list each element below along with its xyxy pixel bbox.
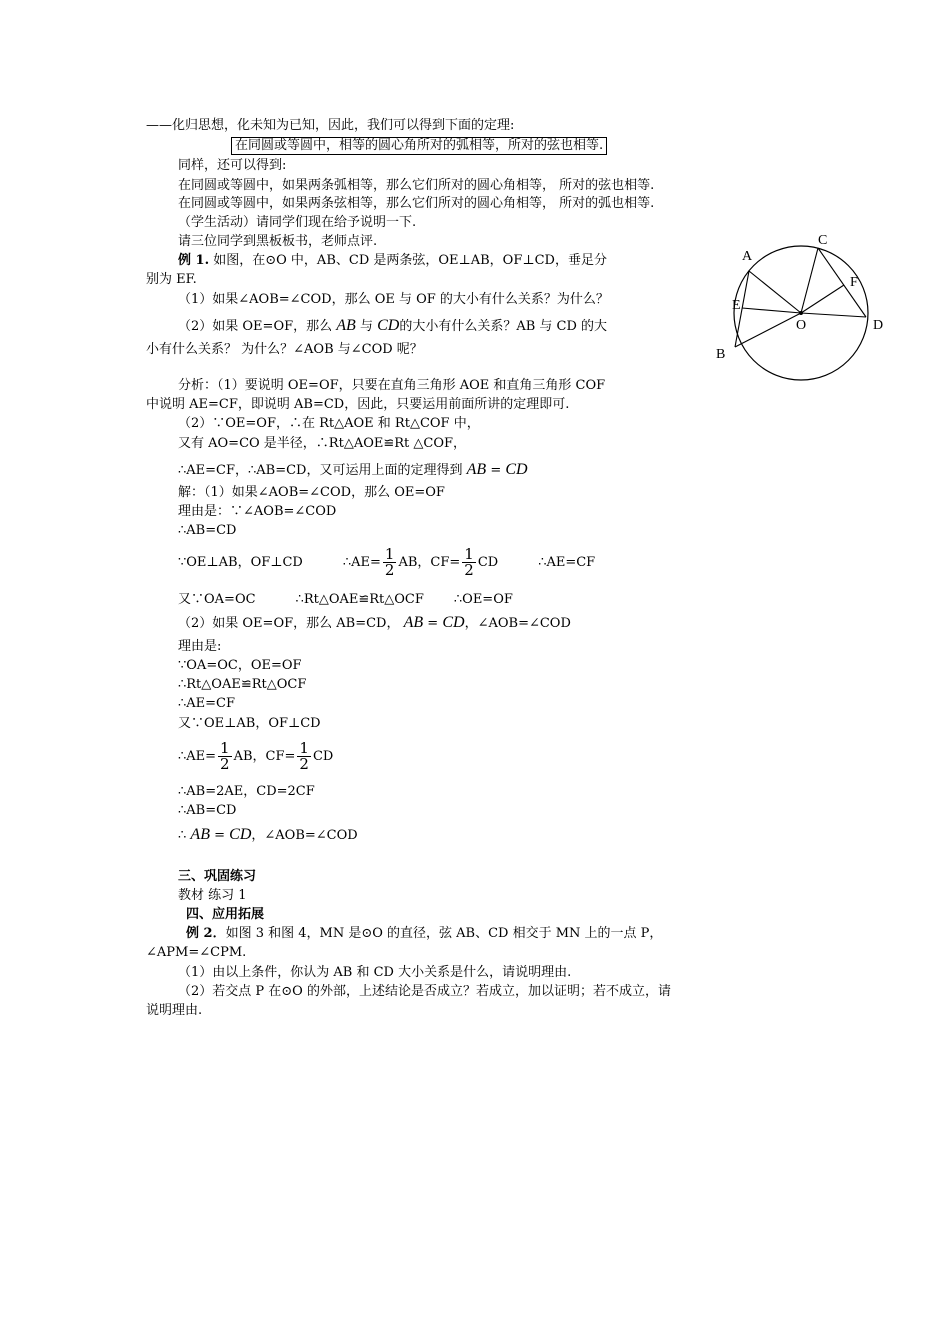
arc-cd: CD	[505, 461, 528, 478]
solution-line-14: ∴AB=CD	[178, 803, 237, 818]
label-f: F	[850, 275, 858, 290]
frac-den: 2	[220, 755, 230, 773]
solution-l15b: ，∠AOB=∠COD	[251, 828, 358, 843]
solution-line-5	[178, 592, 513, 608]
fraction-half	[462, 547, 476, 578]
q2-part-a: （2）如果 OE=OF，那么	[178, 319, 333, 334]
fraction-half	[218, 741, 232, 772]
solution-line-4	[178, 546, 595, 580]
frac-num: 1	[220, 739, 230, 757]
arc-cd: CD	[229, 826, 252, 843]
analysis-line-4: 又有 AO=CO 是半径，∴Rt△AOE≌Rt △COF，	[178, 436, 467, 451]
section3-title: 三、巩固练习	[178, 869, 257, 884]
arc-ab: AB	[466, 461, 487, 478]
frac-den: 2	[384, 561, 395, 579]
chord-cd	[818, 248, 866, 317]
solution-line-8: ∵OA=OC，OE=OF	[178, 658, 302, 673]
example2-line-4: （2）若交点 P 在⊙O 的外部，上述结论是否成立？若成立，加以证明；若不成立，请	[178, 984, 671, 999]
solution-l4a: ∵OE⊥AB，OF⊥CD	[178, 555, 303, 570]
solution-line-1: 解：（1）如果∠AOB=∠COD，那么 OE=OF	[178, 485, 445, 500]
example1-line-2: 别为 EF.	[146, 272, 197, 287]
radius-ob	[735, 313, 801, 347]
example2-line-3: （1）由以上条件，你认为 AB 和 CD 大小关系是什么，请说明理由.	[178, 965, 572, 980]
arc-ab: AB	[403, 614, 424, 631]
solution-line-10: ∴AE=CF	[178, 696, 236, 711]
solution-l5a: 又∵OA=OC	[178, 592, 256, 607]
arc-ab: AB	[190, 826, 210, 843]
frac-den: 2	[299, 755, 309, 773]
example2-line-5: 说明理由.	[146, 1003, 203, 1018]
arc-ab: AB	[336, 317, 356, 334]
theorem-box: 在同圆或等圆中，相等的圆心角所对的弧相等，所对的弦也相等.	[231, 137, 607, 155]
example1-q1: （1）如果∠AOB=∠COD，那么 OE 与 OF 的大小有什么关系？为什么？	[178, 292, 609, 307]
example2-line-2: ∠APM=∠CPM.	[146, 945, 247, 960]
analysis-line-1: 分析：（1）要说明 OE=OF，只要在直角三角形 AOE 和直角三角形 COF	[178, 378, 606, 393]
example1-q2	[178, 318, 607, 335]
equals-sign: =	[214, 828, 226, 843]
solution-l4d: CD	[477, 555, 499, 570]
arc-cd: CD	[377, 317, 400, 334]
solution-line-6	[178, 615, 571, 632]
equals-sign: =	[490, 463, 502, 478]
solution-line-7: 理由是:	[178, 639, 222, 654]
arc-cd: CD	[442, 614, 465, 631]
intro-line-7: 请三位同学到黑板板书，老师点评.	[178, 234, 378, 249]
fraction-half	[297, 741, 311, 772]
example1-text: 如图，在⊙O 中，AB、CD 是两条弦，OE⊥AB，OF⊥CD，垂足分	[209, 253, 607, 268]
frac-den: 2	[464, 561, 474, 579]
solution-l6a: （2）如果 OE=OF，那么 AB=CD，	[178, 616, 400, 631]
solution-line-2: 理由是：∵∠AOB=∠COD	[178, 504, 337, 519]
solution-l5b: ∴Rt△OAE≌Rt△OCF	[295, 592, 424, 607]
intro-line-4: 在同圆或等圆中，如果两条弧相等，那么它们所对的圆心角相等， 所对的弦也相等.	[178, 178, 655, 193]
label-o: O	[796, 318, 807, 333]
solution-line-11: 又∵OE⊥AB，OF⊥CD	[178, 716, 321, 731]
example2-text: 如图 3 和图 4，MN 是⊙O 的直径，弦 AB、CD 相交于 MN 上的一点 P，	[225, 926, 663, 941]
analysis-line-5-text: ∴AE=CF，∴AB=CD，又可运用上面的定理得到	[178, 463, 463, 478]
label-b: B	[716, 347, 726, 362]
section3-line-1: 教材 练习 1	[178, 888, 247, 903]
label-e: E	[732, 298, 741, 313]
solution-l15a: ∴	[178, 828, 187, 843]
radius-od	[801, 313, 866, 317]
solution-l4e: ∴AE=CF	[538, 555, 596, 570]
solution-line-13: ∴AB=2AE，CD=2CF	[178, 784, 315, 799]
label-d: D	[873, 318, 884, 333]
radius-oa	[749, 271, 801, 313]
label-a: A	[742, 249, 753, 264]
label-c: C	[818, 233, 828, 248]
solution-line-12	[178, 740, 333, 774]
solution-line-9: ∴Rt△OAE≌Rt△OCF	[178, 677, 307, 692]
solution-line-3: ∴AB=CD	[178, 523, 237, 538]
section4-title: 四、应用拓展	[186, 907, 265, 922]
frac-num: 1	[299, 739, 309, 757]
solution-l6b: ，∠AOB=∠COD	[464, 616, 571, 631]
equals-sign: =	[427, 616, 439, 631]
frac-num: 1	[464, 545, 474, 563]
intro-line-1: ——化归思想，化未知为已知，因此，我们可以得到下面的定理:	[146, 118, 515, 133]
example2-title: 例 2．	[186, 926, 226, 941]
intro-line-3: 同样，还可以得到:	[178, 158, 287, 173]
analysis-line-3: （2）∵OE=OF，∴在 Rt△AOE 和 Rt△COF 中，	[178, 416, 480, 431]
example2-line-1	[186, 926, 662, 942]
solution-l5c: ∴OE=OF	[453, 592, 513, 607]
example1-title: 例 1.	[178, 253, 210, 268]
example1-line-1	[178, 253, 607, 269]
q2-part-b: 与	[359, 319, 373, 334]
fraction-half	[383, 547, 397, 578]
analysis-line-5	[178, 462, 528, 479]
solution-l12c: CD	[312, 749, 334, 764]
segment-oe	[742, 308, 801, 313]
solution-line-15	[178, 827, 358, 844]
q2-part-c: 的大小有什么关系？AB 与 CD 的大	[399, 319, 608, 334]
example1-q2-cont: 小有什么关系？ 为什么？∠AOB 与∠COD 呢？	[146, 342, 423, 357]
solution-l12b: AB，CF=	[233, 749, 296, 764]
analysis-line-2: 中说明 AE=CF，即说明 AB=CD，因此，只要运用前面所讲的定理即可.	[146, 397, 570, 412]
frac-num: 1	[384, 545, 395, 563]
intro-line-5: 在同圆或等圆中，如果两条弦相等，那么它们所对的圆心角相等， 所对的弧也相等.	[178, 196, 655, 211]
solution-l12a: ∴AE=	[178, 749, 217, 764]
solution-l4b: ∴AE=	[342, 555, 381, 570]
solution-l4c: AB，CF=	[398, 555, 461, 570]
center-point	[799, 311, 803, 315]
intro-line-6: （学生活动）请同学们现在给予说明一下.	[178, 215, 417, 230]
circle-figure	[710, 230, 900, 400]
